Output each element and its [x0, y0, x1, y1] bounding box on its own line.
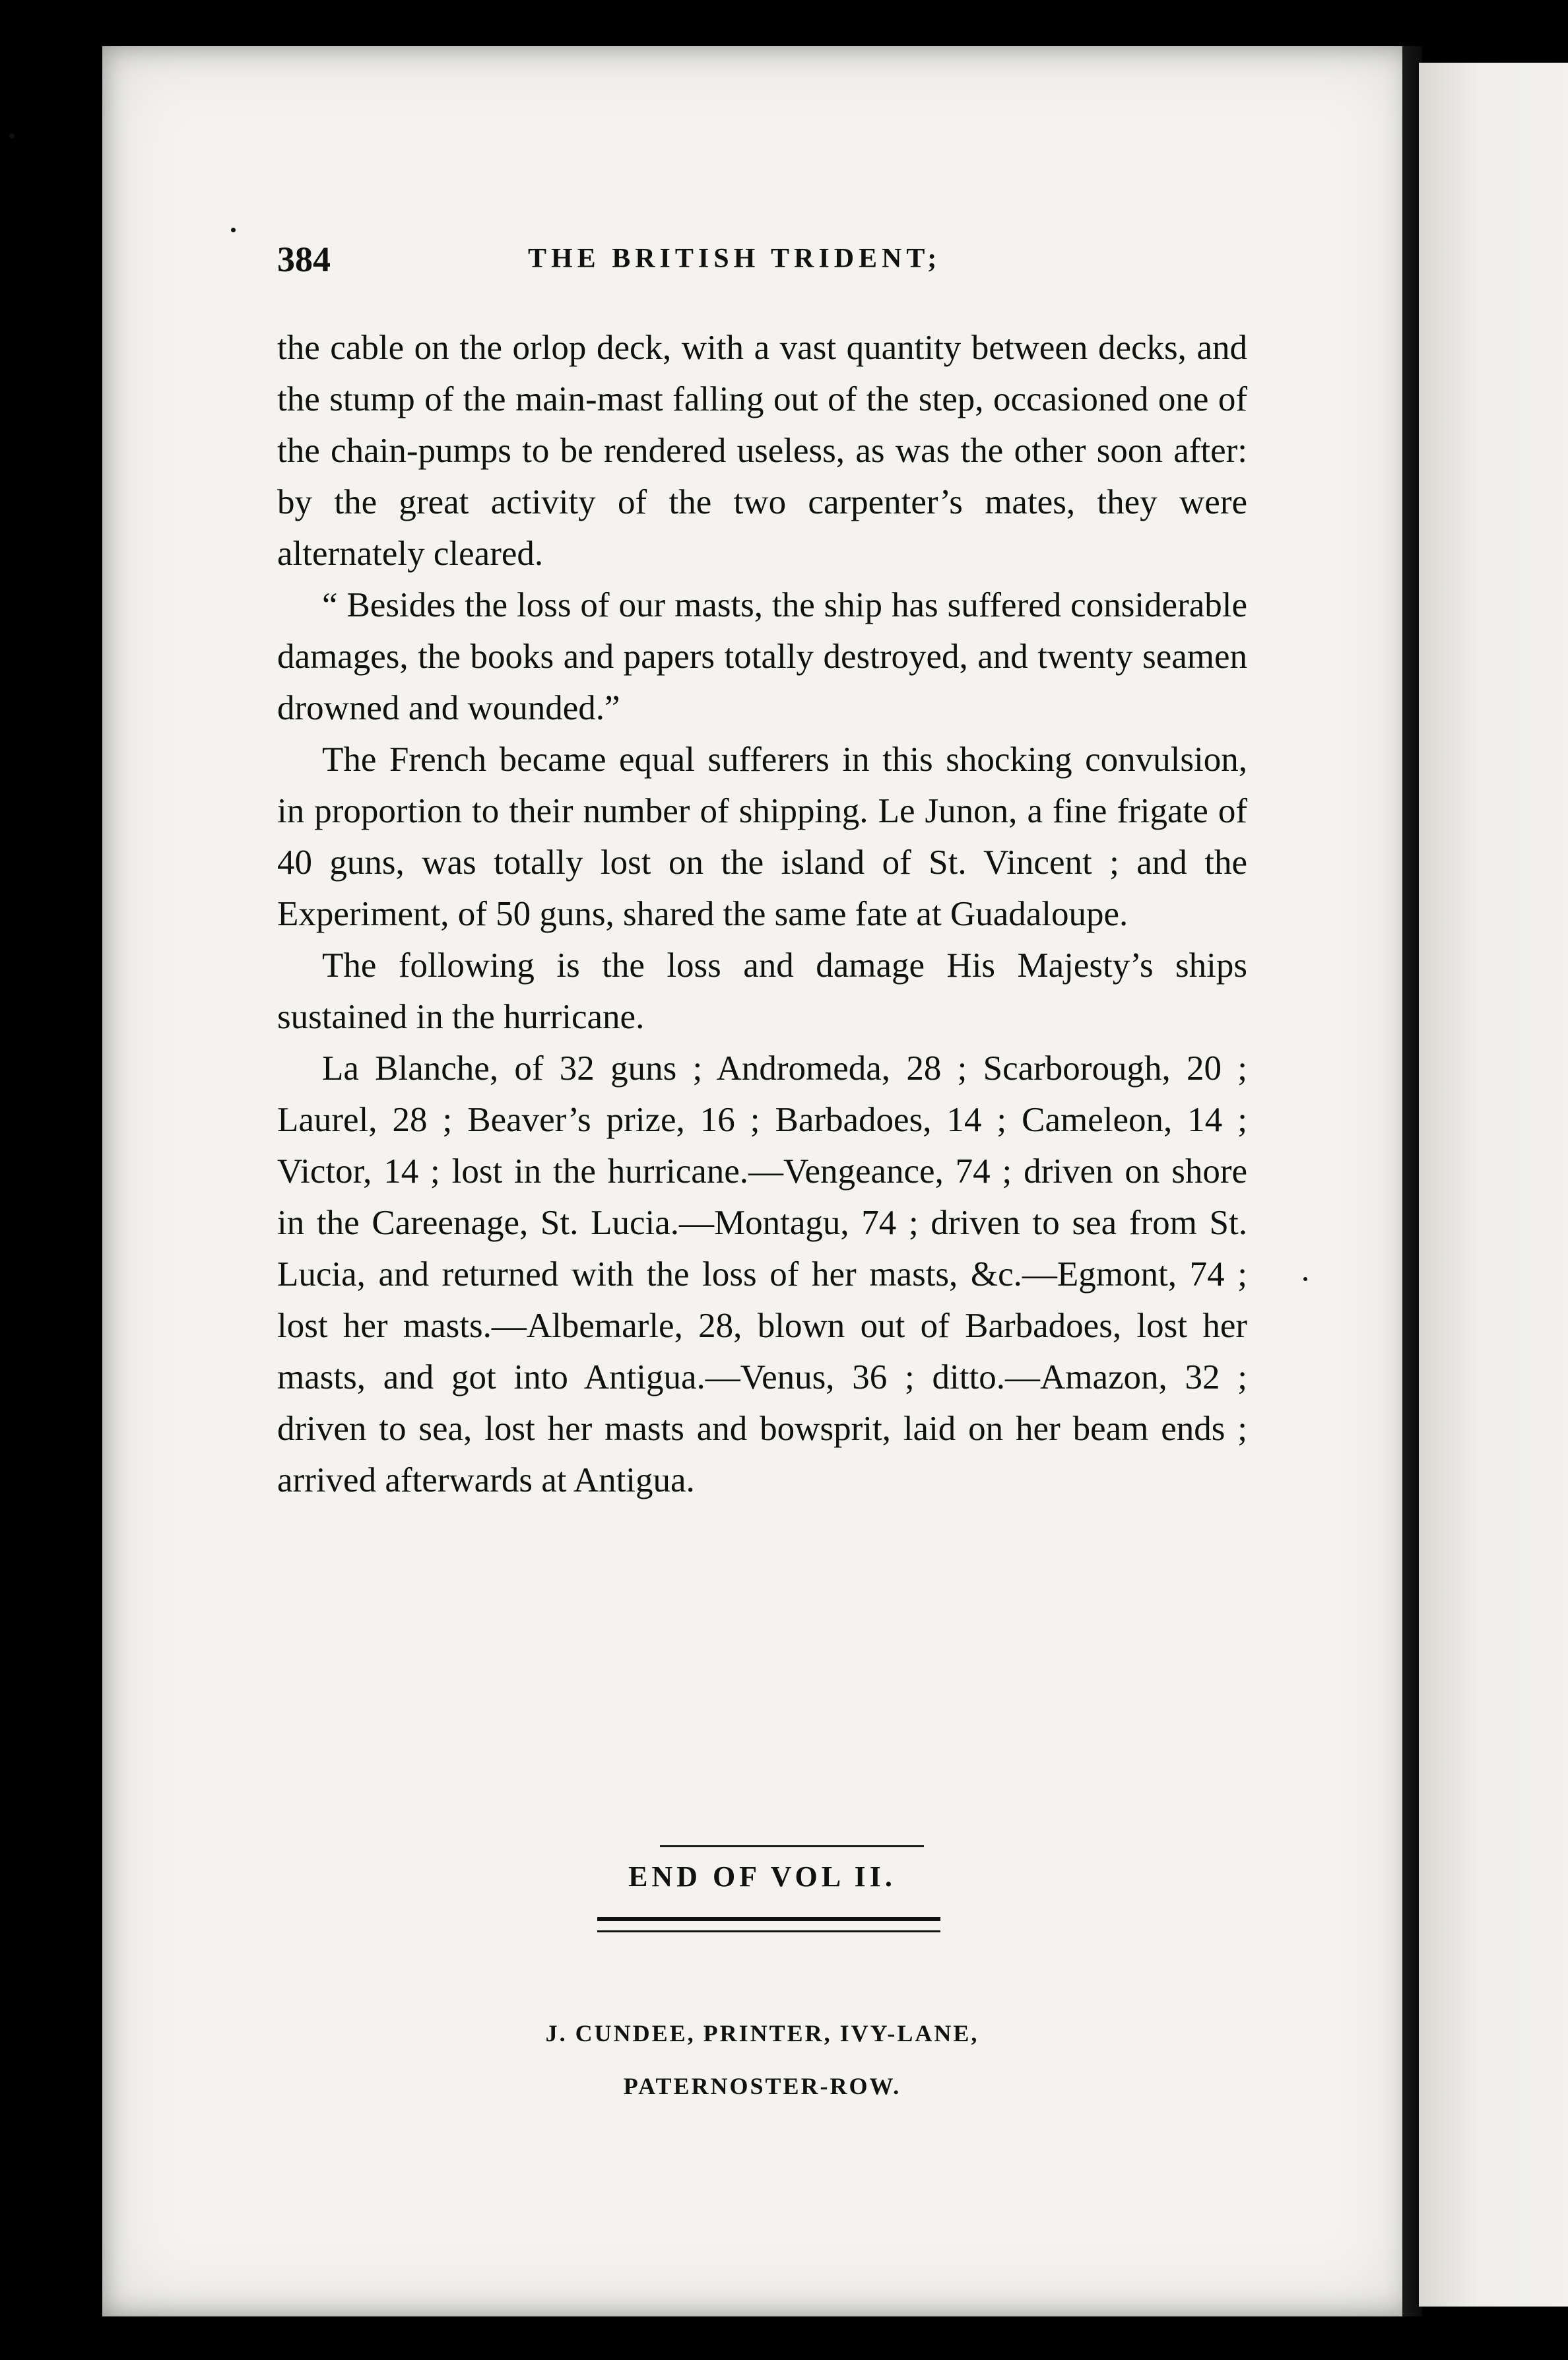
- printer-imprint-line-1: J. CUNDEE, PRINTER, IVY-LANE,: [545, 2020, 979, 2047]
- paragraph: “ Besides the loss of our masts, the ship has suffered considerable damages, the books and papers totally destroyed, and twenty seamen drowned and wounded.”: [277, 586, 1247, 727]
- body-text: [277, 322, 1247, 1506]
- paragraph: The following is the loss and damage His Majesty’s ships sustained in the hurricane.: [277, 946, 1247, 1036]
- page-header: [277, 239, 1244, 285]
- running-head: THE BRITISH TRIDENT;: [528, 244, 942, 274]
- page-number: 384: [277, 240, 331, 279]
- printer-imprint-line-2: PATERNOSTER-ROW.: [623, 2073, 901, 2099]
- facing-page-edge: [1419, 63, 1568, 2307]
- section-divider: [660, 1845, 924, 1847]
- scan-speck: [231, 228, 236, 232]
- double-rule-divider: [597, 1917, 940, 1932]
- end-of-volume-notice: END OF VOL II.: [628, 1860, 896, 1893]
- paragraph: The French became equal sufferers in this shocking convulsion, in proportion to their number of shipping. Le Junon, a fine frigate of 40 guns, was totally lost on the island of St. Vincent ; and the Experiment, of 50 guns, shared the same fate at Guadaloupe.: [277, 740, 1247, 933]
- scan-speck: [9, 133, 15, 139]
- paragraph: the cable on the orlop deck, with a vast quantity between decks, and the stump of the main-mast falling out of the step, occasioned one of the chain-pumps to be rendered useless, as was the other soon after: by the great activity of the two carpenter’s mates, they were alternately cleared.: [277, 329, 1247, 573]
- scan-speck: [1303, 1277, 1307, 1281]
- paragraph: La Blanche, of 32 guns ; Andromeda, 28 ; Scarborough, 20 ; Laurel, 28 ; Beaver’s prize, 16 ; Barbadoes, 14 ; Cameleon, 14 ; Victor, 14 ; lost in the hurricane.—Vengeance, 74 ; driven on shore in the Careenage, St. Lucia.—Montagu, 74 ; driven to sea from St. Lucia, and returned with the loss of her masts, &c.—Egmont, 74 ; lost her masts.—Albemarle, 28, blown out of Barbadoes, lost her masts, and got into Antigua.—Venus, 36 ; ditto.—Amazon, 32 ; driven to sea, lost her masts and bowsprit, laid on her beam ends ; arrived afterwards at Antigua.: [277, 1049, 1247, 1499]
